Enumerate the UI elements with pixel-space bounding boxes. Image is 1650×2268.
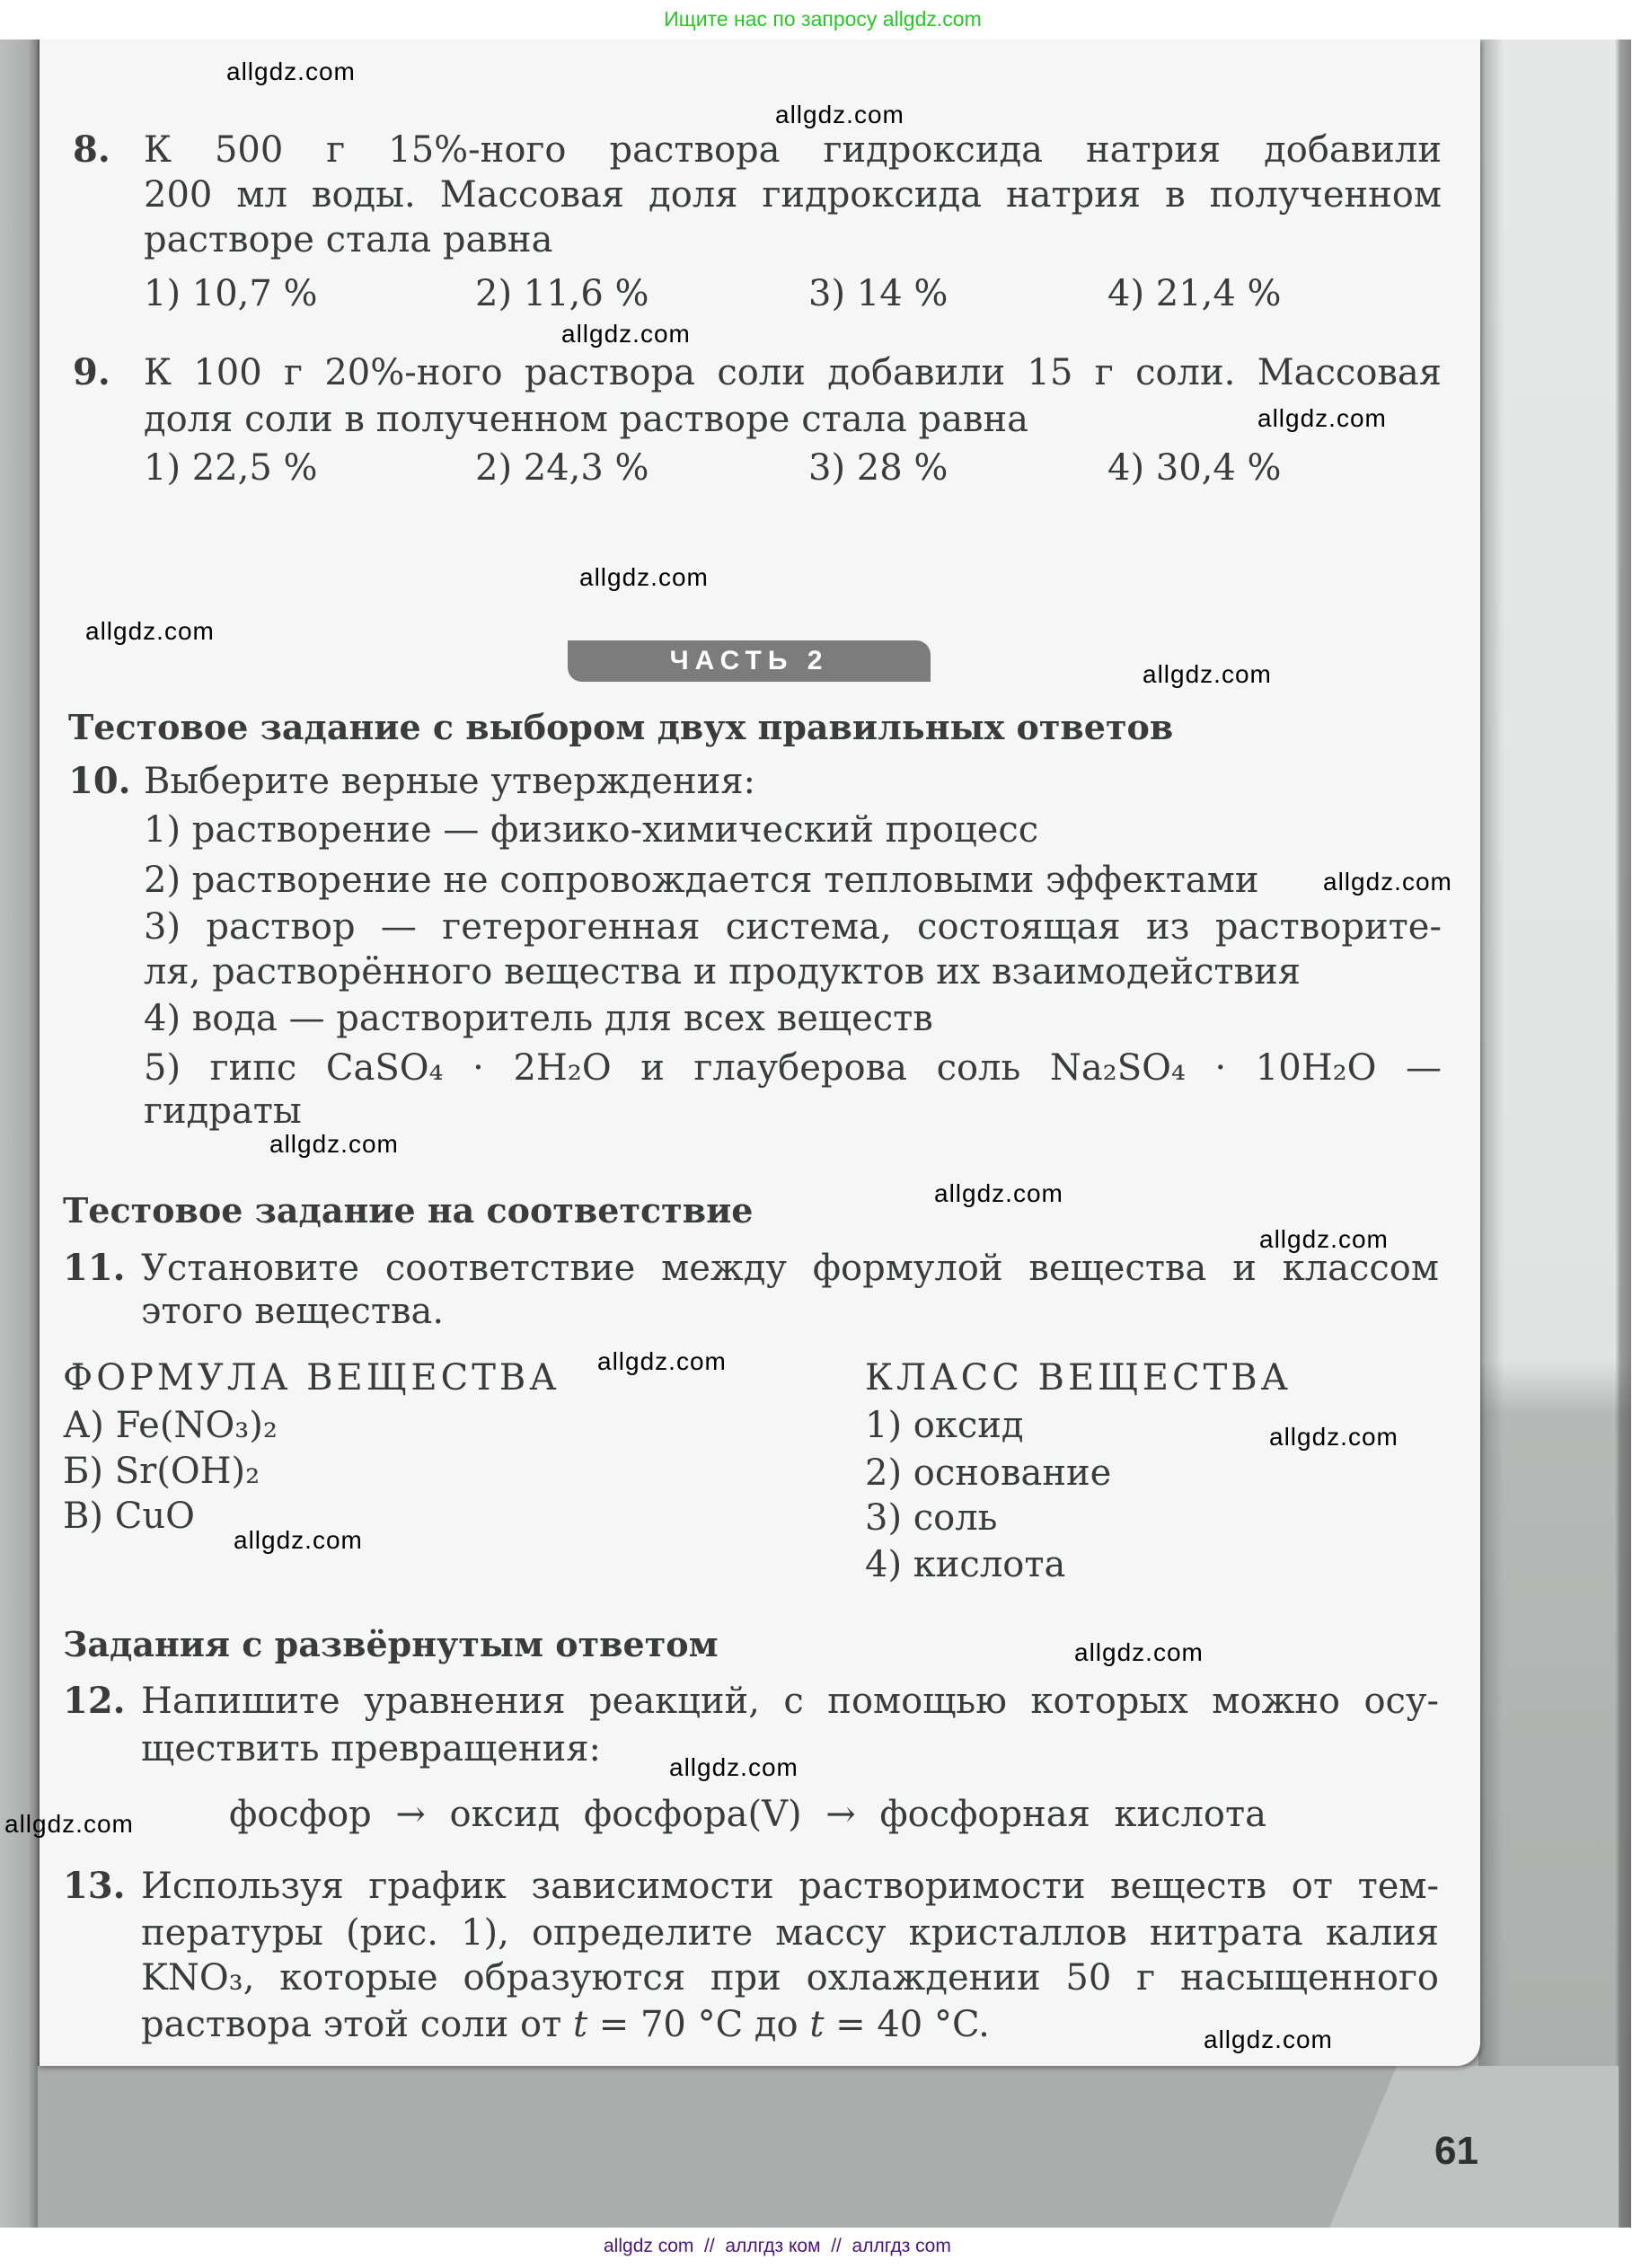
answer-option: 2) 24,3 % <box>475 447 649 489</box>
answer-option: 1) 22,5 % <box>144 447 318 489</box>
text-segment: = 40 °C. <box>824 2004 990 2045</box>
temperature-variable: t <box>572 2004 588 2045</box>
text-segment: раствора этой соли от <box>141 2004 573 2045</box>
watermark: allgdz.com <box>669 1753 799 1781</box>
watermark: allgdz.com <box>234 1526 363 1554</box>
text-segment: = 70 °C до <box>587 2004 810 2045</box>
statement-line: 4) вода — растворитель для всех веществ <box>144 998 933 1039</box>
book-spine-edge <box>0 40 38 2228</box>
question-text-line: ществить превращения: <box>141 1728 601 1769</box>
question-number: 11. <box>63 1247 126 1289</box>
question-number: 8. <box>73 128 110 171</box>
column-header-class: КЛАСС ВЕЩЕСТВА <box>865 1357 1292 1399</box>
answer-option: 1) 10,7 % <box>144 273 318 314</box>
formula-item: Б) Sr(OH)₂ <box>63 1451 260 1492</box>
watermark: allgdz.com <box>934 1179 1063 1207</box>
answer-option: 3) 14 % <box>808 273 949 314</box>
statement-line: 1) растворение — физико-химический процесс <box>144 809 1039 851</box>
promo-banner-top: Ищите нас по запросу allgdz.com <box>664 7 982 31</box>
class-item: 1) оксид <box>865 1405 1024 1446</box>
page-number: 61 <box>1434 2129 1478 2173</box>
watermark: allgdz.com <box>775 101 904 128</box>
question-text-line <box>141 2001 990 2048</box>
answer-option: 4) 21,4 % <box>1107 273 1282 314</box>
part-badge-label: ЧАСТЬ 2 <box>669 646 829 675</box>
statement-line: гидраты <box>144 1090 302 1132</box>
watermark: allgdz.com <box>1074 1638 1204 1666</box>
class-item: 2) основание <box>865 1452 1112 1494</box>
watermark: allgdz.com <box>85 617 215 645</box>
watermark: allgdz.com <box>561 320 691 348</box>
watermark: allgdz.com <box>597 1347 727 1375</box>
answer-option: 4) 30,4 % <box>1107 447 1282 489</box>
formula-item: В) CuO <box>63 1496 195 1537</box>
question-text-line: доля соли в полученном растворе стала равна <box>144 399 1029 440</box>
question-number: 12. <box>63 1680 126 1722</box>
watermark: allgdz.com <box>1204 2025 1333 2053</box>
statement-line: 5) гипс CaSO₄ · 2H₂O и глауберова соль Na₂SO₄ · 10H₂O — <box>144 1047 1442 1089</box>
statement-line: 3) раствор — гетерогенная система, состоящая из растворите- <box>144 906 1442 948</box>
section-heading: Тестовое задание на соответствие <box>63 1190 754 1231</box>
watermark: allgdz.com <box>4 1810 134 1838</box>
question-text-line: 200 мл воды. Массовая доля гидроксида натрия в полученном <box>144 174 1442 216</box>
question-text-line: KNO₃, которые образуются при охлаждении 50 г насыщенного <box>141 1957 1439 1999</box>
class-item: 4) кислота <box>865 1544 1066 1585</box>
watermark: allgdz.com <box>1257 404 1387 432</box>
question-text-line: Напишите уравнения реакций, с помощью которых можно осу- <box>141 1681 1439 1722</box>
watermark: allgdz.com <box>1323 868 1452 896</box>
watermark: allgdz.com <box>579 563 709 591</box>
temperature-variable: t <box>809 2004 825 2045</box>
page-edge-strip <box>1478 40 1631 2228</box>
section-heading: Тестовое задание с выбором двух правильных ответов <box>68 707 1174 747</box>
answer-option: 3) 28 % <box>808 447 949 489</box>
watermark: allgdz.com <box>1259 1225 1389 1253</box>
formula-item: А) Fe(NO₃)₂ <box>63 1405 278 1446</box>
statement-line: ля, растворённого вещества и продуктов их взаимодействия <box>144 951 1301 993</box>
question-text-line: растворе стала равна <box>144 219 553 260</box>
transformation-scheme: фосфор → оксид фосфора(V) → фосфорная кислота <box>229 1794 1266 1835</box>
watermark: allgdz.com <box>269 1130 399 1158</box>
watermark: allgdz.com <box>226 57 356 85</box>
question-text-line: этого вещества. <box>141 1291 445 1332</box>
promo-banner-bottom: allgdz com // аллгдз ком // аллгдз com <box>604 2236 951 2256</box>
answer-option: 2) 11,6 % <box>475 273 649 314</box>
question-number: 13. <box>63 1865 126 1907</box>
section-heading: Задания с развёрнутым ответом <box>63 1624 719 1664</box>
question-text-line: Установите соответствие между формулой вещества и классом <box>141 1248 1439 1289</box>
question-text-line: пературы (рис. 1), определите массу кристаллов нитрата калия <box>141 1912 1439 1954</box>
question-text-line: К 100 г 20%-ного раствора соли добавили 15 г соли. Массовая <box>144 352 1442 393</box>
question-text-line: Используя график зависимости растворимости веществ от тем- <box>141 1866 1439 1907</box>
question-text-line: К 500 г 15%-ного раствора гидроксида натрия добавили <box>144 129 1442 171</box>
column-header-formula: ФОРМУЛА ВЕЩЕСТВА <box>63 1357 560 1399</box>
question-text-line: Выберите верные утверждения: <box>144 761 756 802</box>
watermark: allgdz.com <box>1269 1423 1399 1451</box>
watermark: allgdz.com <box>1143 660 1272 688</box>
part-badge <box>568 640 931 682</box>
class-item: 3) соль <box>865 1497 998 1539</box>
question-number: 9. <box>73 351 110 393</box>
question-number: 10. <box>68 760 131 802</box>
statement-line: 2) растворение не сопровождается тепловыми эффектами <box>144 860 1259 901</box>
